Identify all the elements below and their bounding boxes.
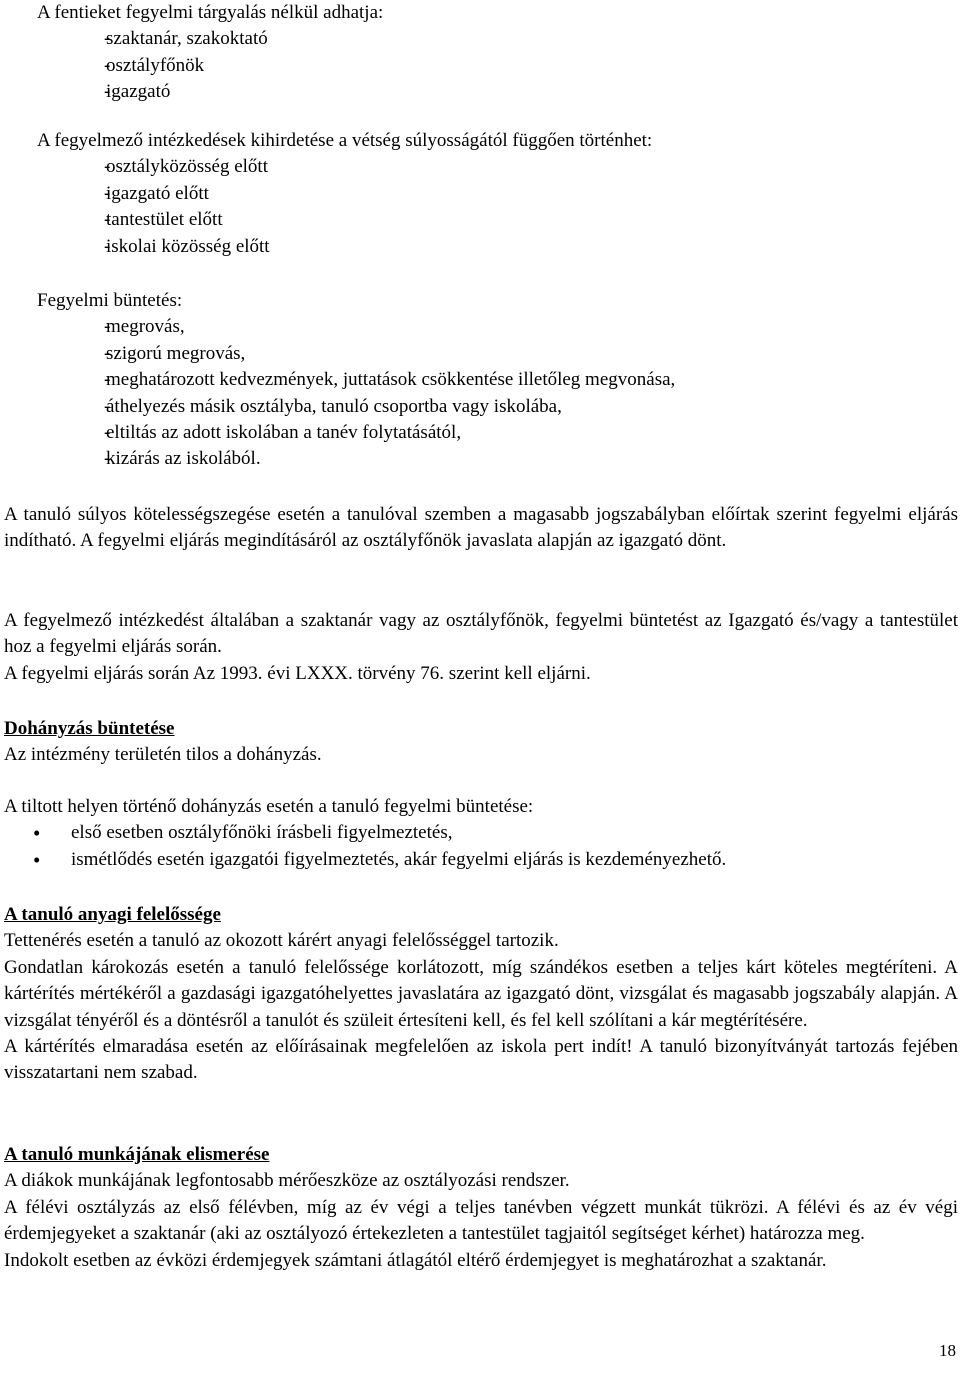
section-intro: A fegyelmező intézkedések kihirdetése a vétség súlyosságától függően történhet: xyxy=(37,130,653,151)
paragraph-text: Indokolt esetben az évközi érdemjegyek számtani átlagától eltérő érdemjegyet is meghatározhat a szaktanár. xyxy=(4,1249,827,1271)
section-recognition xyxy=(4,1142,958,1274)
list-item: - kizárás az iskolából. xyxy=(37,446,960,472)
bullet-item: • ismétlődés esetén igazgatói figyelmeztetés, akár fegyelmi eljárás is kezdeményezhető. xyxy=(4,847,958,873)
section-punishments xyxy=(4,288,960,473)
paragraph-text: A tanuló súlyos kötelességszegése esetén a tanulóval szemben a magasabb jogszabályban előírtak szerint fegyelmi eljárás indítható. A fegyelmi eljárás megindításáról az osztályfőnök javaslata alapján az igazgató dönt. xyxy=(4,504,958,552)
paragraph-text: A fegyelmi eljárás során Az 1993. évi LXXX. törvény 76. szerint kell eljárni. xyxy=(4,662,591,684)
section-issuers xyxy=(4,0,960,106)
list-item: - igazgató xyxy=(37,79,960,105)
paragraph-text: A tiltott helyen történő dohányzás esetén a tanuló fegyelmi büntetése: xyxy=(4,796,534,817)
list-item: - meghatározott kedvezmények, juttatások csökkentése illetőleg megvonása, xyxy=(37,367,960,393)
section-heading: A tanuló anyagi felelőssége xyxy=(4,904,221,925)
section-intro: A fentieket fegyelmi tárgyalás nélkül adhatja: xyxy=(37,2,384,23)
list-item: - áthelyezés másik osztályba, tanuló csoportba vagy iskolába, xyxy=(37,394,960,420)
list-item: - szigorú megrovás, xyxy=(37,341,960,367)
section-heading: A tanuló munkájának elismerése xyxy=(4,1144,270,1165)
bullet-item: • első esetben osztályfőnöki írásbeli figyelmeztetés, xyxy=(4,820,958,846)
paragraph-text: A fegyelmező intézkedést általában a szaktanár vagy az osztályfőnök, fegyelmi büntetést az Igazgató és/vagy a tantestület hoz a fegyelmi eljárás során. xyxy=(4,610,958,658)
list-item: - osztályfőnök xyxy=(37,53,960,79)
list-item: - eltiltás az adott iskolában a tanév folytatásától, xyxy=(37,420,960,446)
section-intro: Fegyelmi büntetés: xyxy=(37,290,183,311)
list-item: - iskolai közösség előtt xyxy=(37,234,960,260)
paragraph-text: Gondatlan károkozás esetén a tanuló felelőssége korlátozott, míg szándékos esetben a teljes kárt köteles megtéríteni. A kártérítés mértékéről a gazdasági igazgatóhelyettes javaslatára az igazgató dönt, vizsgálat és magasabb jogszabály alapján. A vizsgálat tényéről és a döntésről a tanulót és szüleit értesíteni kell, és fel kell szólítani a kár megtérítésére. xyxy=(4,956,958,1031)
list-item: - megrovás, xyxy=(37,314,960,340)
paragraph-text: A kártérítés elmaradása esetén az előírásainak megfelelően az iskola pert indít! A tanuló bizonyítványát tartozás fejében visszatartani nem szabad. xyxy=(4,1036,958,1084)
section-smoking xyxy=(4,716,958,769)
list-item: - tantestület előtt xyxy=(37,207,960,233)
paragraph-text: A diákok munkájának legfontosabb mérőeszköze az osztályozási rendszer. xyxy=(4,1170,570,1192)
section-liability xyxy=(4,902,958,1087)
page-number: 18 xyxy=(939,1341,956,1360)
paragraph xyxy=(4,502,958,555)
paragraph-text: A félévi osztályzás az első félévben, míg az év végi a teljes tanévben végzett munkát tükrözi. A félévi és az év végi érdemjegyeket a szaktanár (aki az osztályozó értekezleten a tantestület tagjaitól segítséget kérhet) határozza meg. xyxy=(4,1196,958,1245)
paragraph xyxy=(4,608,958,687)
section-heading: Dohányzás büntetése xyxy=(4,718,175,739)
section-announcement xyxy=(4,128,960,260)
section-smoking-penalty xyxy=(4,794,958,873)
list-item: - szaktanár, szakoktató xyxy=(37,26,960,52)
list-item: - igazgató előtt xyxy=(37,181,960,207)
paragraph-text: Az intézmény területén tilos a dohányzás. xyxy=(4,744,322,766)
list-item: - osztályközösség előtt xyxy=(37,154,960,180)
paragraph-text: Tettenérés esetén a tanuló az okozott kárért anyagi felelősséggel tartozik. xyxy=(4,930,559,952)
